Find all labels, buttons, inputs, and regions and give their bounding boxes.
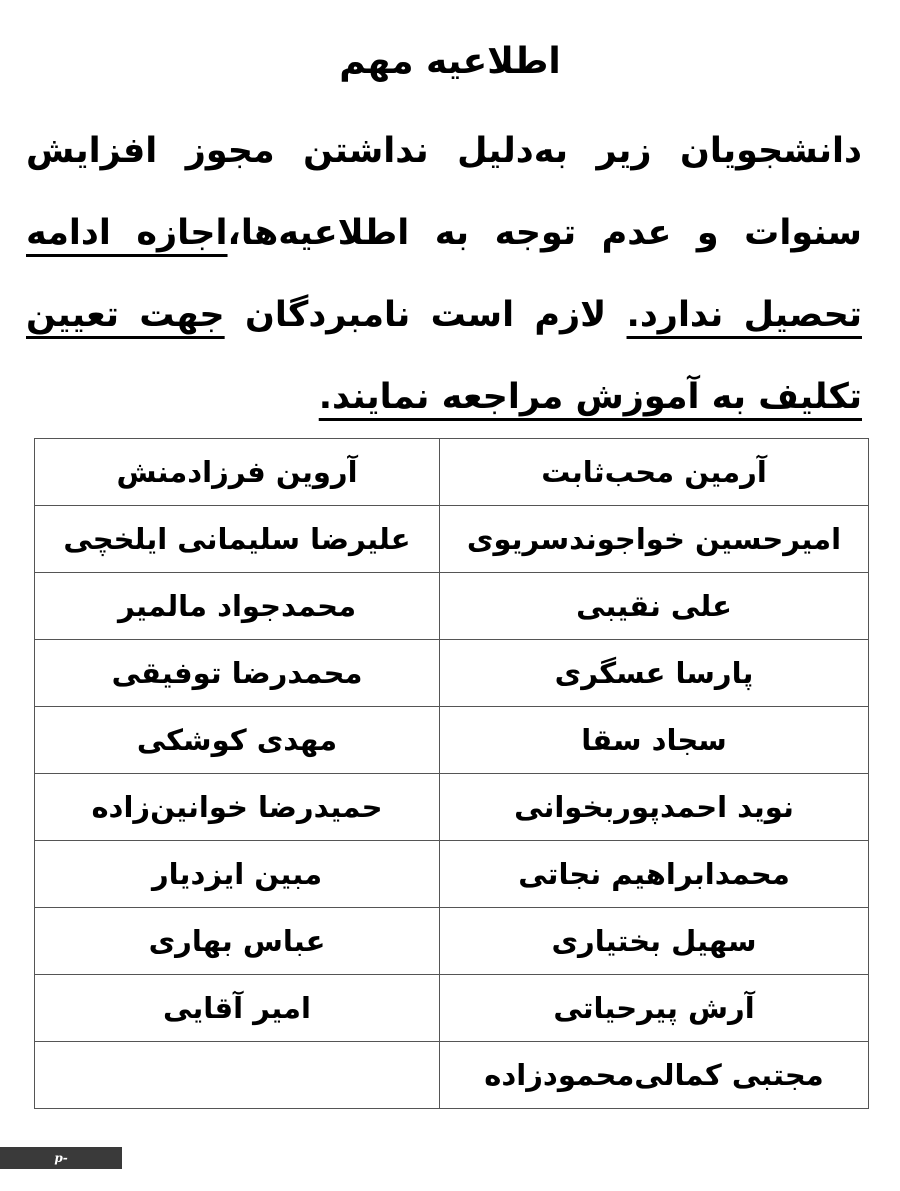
table-row <box>35 975 869 1042</box>
student-name-cell: مهدی کوشکی <box>35 707 440 774</box>
table-row <box>35 506 869 573</box>
table-row <box>35 640 869 707</box>
notice-line-3 <box>26 274 862 356</box>
table-row <box>35 774 869 841</box>
notice-line-3-text: لازم است نامبردگان <box>224 295 627 335</box>
student-name-cell: عباس بهاری <box>35 908 440 975</box>
notice-title: اطلاعیه مهم <box>339 41 561 82</box>
table-row <box>35 573 869 640</box>
student-name-cell: محمدابراهیم نجاتی <box>440 841 869 908</box>
notice-line-2-text: سنوات و عدم توجه به اطلاعیه‌ها، <box>227 213 862 253</box>
site-watermark: p-safadasht.nus.ac.ir <box>0 1147 122 1169</box>
student-name-cell: حمیدرضا خوانین‌زاده <box>35 774 440 841</box>
notice-line-1-text: دانشجویان زیر به‌دلیل نداشتن مجوز افزایش <box>26 131 862 171</box>
notice-underlined-phrase-3: جهت تعیین <box>26 295 225 335</box>
student-name-cell: مبین ایزدیار <box>35 841 440 908</box>
table-row <box>35 707 869 774</box>
notice-line-2 <box>26 192 862 274</box>
student-name-cell: پارسا عسگری <box>440 640 869 707</box>
table-row <box>35 1042 869 1109</box>
student-name-cell: علی نقیبی <box>440 573 869 640</box>
students-table <box>34 438 869 1109</box>
notice-body <box>26 110 862 438</box>
student-name-cell: آروین فرزادمنش <box>35 439 440 506</box>
student-name-cell: امیر آقایی <box>35 975 440 1042</box>
student-name-cell: آرمین محب‌ثابت <box>440 439 869 506</box>
student-name-cell: علیرضا سلیمانی ایلخچی <box>35 506 440 573</box>
student-name-cell <box>35 1042 440 1109</box>
student-name-cell: سهیل بختیاری <box>440 908 869 975</box>
notice-underlined-phrase-2: تحصیل ندارد. <box>626 295 862 335</box>
notice-line-1 <box>26 110 862 192</box>
student-name-cell: مجتبی کمالی‌محمودزاده <box>440 1042 869 1109</box>
student-name-cell: آرش پیرحیاتی <box>440 975 869 1042</box>
student-name-cell: امیرحسین خواجوندسریوی <box>440 506 869 573</box>
student-name-cell: محمدجواد مالمیر <box>35 573 440 640</box>
table-row <box>35 908 869 975</box>
table-row <box>35 841 869 908</box>
student-name-cell: محمدرضا توفیقی <box>35 640 440 707</box>
notice-underlined-phrase-4: تکلیف به آموزش مراجعه نمایند. <box>318 377 862 417</box>
notice-line-4 <box>26 356 862 438</box>
student-name-cell: سجاد سقا <box>440 707 869 774</box>
student-name-cell: نوید احمدپوربخوانی <box>440 774 869 841</box>
notice-underlined-phrase-1: اجازه ادامه <box>26 213 228 253</box>
table-row <box>35 439 869 506</box>
